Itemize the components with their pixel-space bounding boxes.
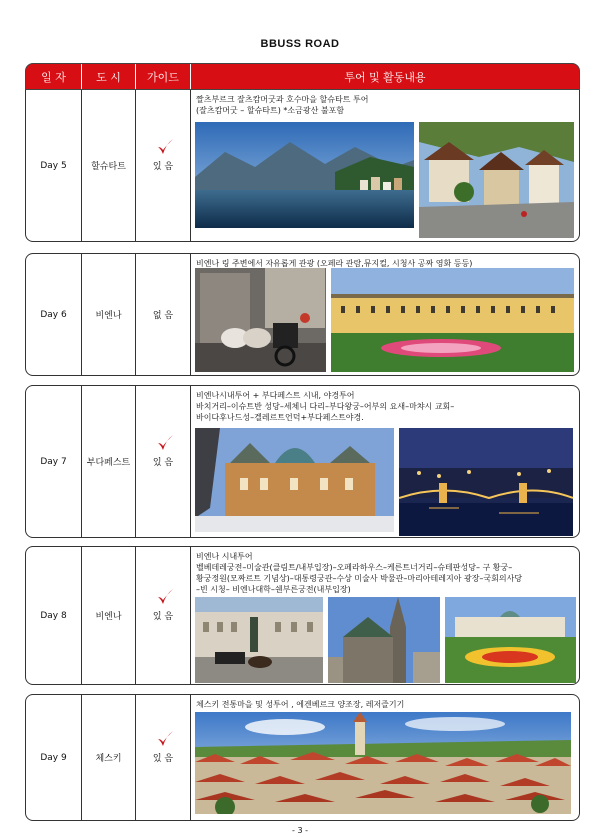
photo-strip (195, 428, 573, 536)
row-city: 비엔나 (82, 254, 136, 375)
row-guide (136, 254, 191, 375)
tour-description: 짤츠부르크 잘츠캄머굿과 호수마을 할슈타트 투어 (잘츠캄머굿 – 할슈타트) *소금광산 불포함 (196, 95, 369, 115)
row-day: Day 7 (26, 386, 82, 537)
belvedere-garden-photo (445, 597, 576, 683)
row-day: Day 5 (26, 90, 82, 241)
row-city: 부다페스트 (82, 386, 136, 537)
page-number: - 3 - (292, 826, 308, 835)
hallstatt-village-photo (419, 122, 574, 238)
row-guide (136, 90, 191, 241)
header-tour: 투어 및 활동내용 (344, 70, 426, 84)
budapest-night-bridge-photo (399, 428, 573, 536)
row-guide (136, 386, 191, 537)
photo-strip (195, 122, 574, 238)
row-day: Day 6 (26, 254, 82, 375)
tour-description: 비엔나시내투어 + 부다페스트 시내, 야경투어 바치거리–이슈트반 성당–세체니 다리–부다왕궁–어부의 요새–마챠시 교회– 바이다후나드성–겔레르트언덕+부다페스트야경. (196, 391, 455, 422)
check-icon (155, 137, 175, 157)
row-guide (136, 547, 191, 684)
row-day: Day 9 (26, 695, 82, 820)
guide-status: 있 음 (152, 612, 174, 622)
table-header (25, 63, 580, 90)
cesky-krumlov-photo (195, 712, 571, 814)
check-icon (155, 587, 175, 607)
tour-description: 비엔나 시내투어 벨베데레궁전–미술관(클림트/내부입장)–오페라하우스–케른트너거리–슈테판성당– 구 황궁– 황궁정원(모짜르트 기념상)–대통령궁관–수상 미술사 박물관–마리아테레지아 광장–국회의사당 –빈 시청– 비엔나대학–쉔부른궁전(내부입장) (196, 552, 523, 594)
hallstatt-lake-photo (195, 122, 414, 228)
fiaker-carriage-photo (195, 268, 326, 372)
photo-strip (195, 597, 576, 683)
row-city: 할슈타트 (82, 90, 136, 241)
tour-description: 비엔나 링 주변에서 자유롭게 관광 (오페라 관람,뮤지컬, 시청사 공짜 영화 등등) (196, 259, 473, 268)
photo-strip (195, 268, 574, 372)
guide-status: 있 음 (152, 754, 174, 764)
header-guide: 가이드 (136, 64, 191, 89)
guide-status: 없 음 (152, 311, 174, 321)
row-day: Day 8 (26, 547, 82, 684)
photo-strip (195, 712, 571, 814)
page-title: BBUSS ROAD (260, 38, 340, 50)
check-icon (155, 729, 175, 749)
schonbrunn-palace-photo (331, 268, 574, 372)
guide-status: 있 음 (152, 458, 174, 468)
row-city: 비엔나 (82, 547, 136, 684)
row-guide (136, 695, 191, 820)
tour-description: 체스키 전통마을 및 성투어 , 에겐베르크 양조장, 레저즐기기 (196, 700, 405, 709)
hofburg-square-photo (195, 597, 323, 683)
vajdahunyad-castle-photo (195, 428, 394, 532)
row-city: 체스키 (82, 695, 136, 820)
header-day: 일 자 (26, 64, 82, 89)
guide-status: 있 음 (152, 162, 174, 172)
stephansdom-photo (328, 597, 440, 683)
header-city: 도 시 (82, 64, 136, 89)
check-icon (155, 433, 175, 453)
